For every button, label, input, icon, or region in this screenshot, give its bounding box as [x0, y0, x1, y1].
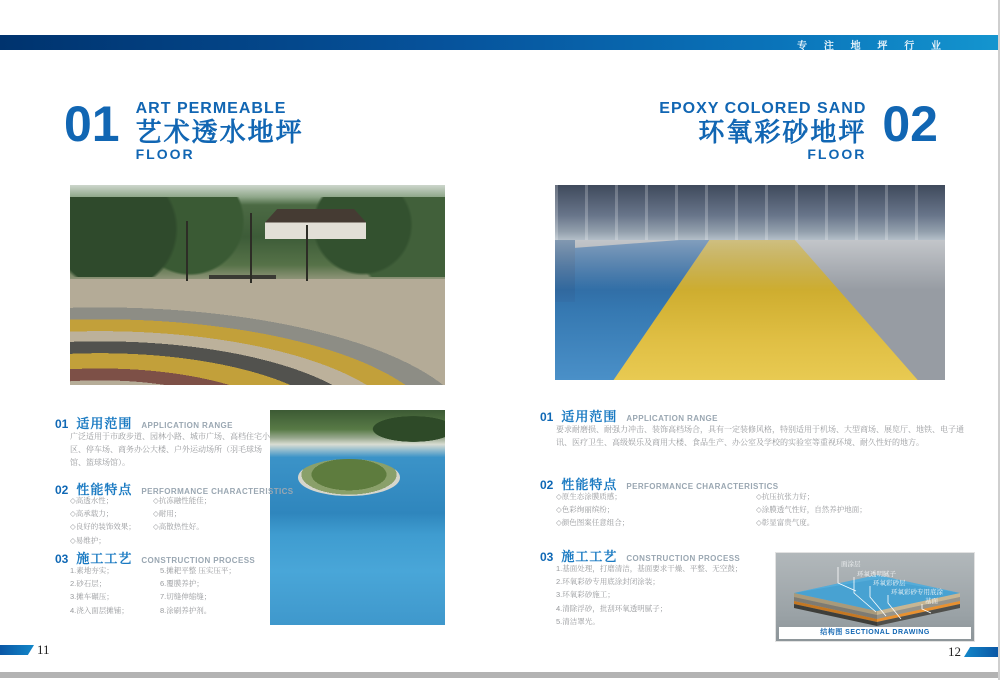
section-title-en: APPLICATION RANGE	[626, 414, 718, 423]
list-item: ◇耐用；	[153, 509, 182, 519]
right-application-body: 要求耐磨损、耐强力冲击、装饰高档场合，具有一定装修风格，特别适用于机场、大型商场、展览厅、地铁、电子通讯、医疗卫生、高级娱乐及商用大楼、食品生产、办公室及学校的实验室等重视环境、耐久性好的地方。	[556, 425, 964, 447]
list-item: ◇良好的装饰效果；	[70, 522, 136, 532]
list-item: 1.素地夯实；	[70, 566, 114, 575]
list-item: ◇原生态涂膜质感；	[556, 492, 622, 501]
right-page-number-bar	[964, 647, 998, 657]
left-title-en: ART PERMEABLE	[135, 100, 287, 117]
photo-tree-trunk	[306, 225, 308, 281]
photo-colored-pavement-bands	[70, 279, 445, 385]
left-title-floor: FLOOR	[135, 146, 195, 162]
photo-house	[265, 209, 366, 239]
section-title-cn: 适用范围	[76, 416, 133, 431]
list-item: 4.浇入面层摊铺；	[70, 605, 129, 615]
list-item: ◇涂膜透气性好，自然养护地面；	[756, 505, 867, 515]
section-title-en: CONSTRUCTION PROCESS	[141, 556, 256, 565]
list-item: ◇高透水性；	[70, 496, 114, 505]
list-item: 3.摊车碾压；	[70, 592, 114, 602]
diagram-label-clear-putty: 环氧透明腻子	[857, 571, 896, 578]
section-title-en: APPLICATION RANGE	[141, 421, 233, 430]
left-title-cn: 艺术透水地坪	[135, 117, 304, 147]
section-title-cn: 适用范围	[561, 409, 618, 424]
photo-pool-round-planter	[298, 459, 400, 496]
header-slogan: 专 注 地 坪 行 业	[797, 41, 948, 52]
photo-tree-canopy	[70, 197, 445, 277]
list-item: 6.覆膜养护；	[160, 579, 204, 589]
section-number: 01	[540, 410, 554, 424]
list-item: ◇高承载力；	[70, 509, 114, 519]
list-item: 3.环氧彩砂施工；	[556, 590, 615, 600]
left-page-number-bar	[0, 645, 34, 655]
section-number: 03	[540, 550, 554, 564]
section-title-en: PERFORMANCE CHARACTERISTICS	[626, 482, 779, 491]
diagram-label-topcoat: 面涂层	[841, 561, 861, 568]
list-item: 2.砂石层；	[70, 579, 107, 589]
section-title-cn: 性能特点	[76, 482, 133, 497]
section-number: 01	[55, 417, 69, 431]
left-process-list-col2	[160, 564, 236, 617]
left-page-big-number: 01	[64, 96, 120, 152]
list-item: ◇高散热性好。	[153, 522, 204, 532]
right-title-floor: FLOOR	[807, 146, 867, 162]
list-item: ◇抗压抗张力好；	[756, 492, 815, 501]
right-title-cn: 环氧彩砂地坪	[698, 117, 867, 147]
right-page-title	[659, 96, 938, 162]
right-performance-list-col2	[756, 490, 867, 530]
photo-art-permeable-pavement	[70, 185, 445, 385]
left-performance-list-col1	[70, 494, 136, 547]
list-item: 4.清除浮砂，批刮环氧透明腻子；	[556, 603, 668, 613]
right-title-en: EPOXY COLORED SAND	[659, 100, 867, 117]
list-item: 8.涂刷养护剂。	[160, 605, 212, 615]
right-process-list	[556, 562, 781, 628]
diagram-label-primer: 环氧彩砂专用底涂	[891, 589, 943, 596]
section-title-cn: 性能特点	[561, 477, 618, 492]
photo-epoxy-colored-sand-floor	[555, 185, 945, 380]
list-item: 2.环氧彩砂专用底涂封闭涂装；	[556, 577, 660, 587]
list-item: 7.切缝伸缩缝；	[160, 592, 212, 602]
diagram-label-colored-sand-layer: 环氧彩砂层	[873, 580, 906, 587]
section-title-en: CONSTRUCTION PROCESS	[626, 554, 741, 563]
section-title-cn: 施工工艺	[561, 549, 618, 564]
list-item: ◇易维护；	[70, 535, 106, 545]
list-item: 5.摊耙平整 压实压平；	[160, 566, 236, 575]
left-page-number: 11	[37, 642, 50, 657]
floor-layers-illustration	[776, 553, 974, 628]
section-title-en: PERFORMANCE CHARACTERISTICS	[141, 487, 294, 496]
section-number: 03	[55, 552, 69, 566]
photo-floor-reflection	[555, 240, 945, 291]
left-process-list-col1	[70, 564, 129, 617]
list-item: 5.清洁罩光。	[556, 616, 600, 626]
section-title-cn: 施工工艺	[76, 551, 133, 566]
photo-pool-bush	[366, 414, 445, 444]
photo-tree-trunk	[186, 221, 188, 281]
list-item: ◇抗冻融性能佳；	[153, 496, 212, 505]
photo-ceiling	[555, 185, 945, 240]
left-performance-list-col2	[153, 494, 211, 534]
section-number: 02	[540, 478, 554, 492]
floor-structure-diagram	[775, 552, 975, 642]
photo-blue-pool-deck	[270, 410, 445, 625]
diagram-caption: 结构图 SECTIONAL DRAWING	[779, 627, 971, 639]
list-item: 1.基面处理，打磨清洁，基面要求干燥、平整、无空鼓；	[556, 564, 743, 573]
right-performance-list-col1	[556, 490, 629, 530]
page-bottom-edge	[0, 672, 998, 678]
list-item: ◇彰显富贵气度。	[756, 518, 815, 528]
right-page-big-number: 02	[882, 96, 938, 152]
photo-tree-trunk	[250, 213, 252, 283]
diagram-label-base: 基面	[925, 598, 938, 605]
section-number: 02	[55, 483, 69, 497]
right-page-number: 12	[948, 644, 961, 659]
list-item: ◇色彩绚丽缤纷；	[556, 505, 615, 515]
list-item: ◇颜色图案任意组合；	[556, 518, 630, 528]
left-application-body: 广泛适用于市政步道、园林小路、城市广场、高档住宅小区、停车场、商务办公大楼、户外运动场所（羽毛球场馆、篮球场馆）。	[70, 432, 270, 467]
left-page-title	[64, 96, 304, 162]
